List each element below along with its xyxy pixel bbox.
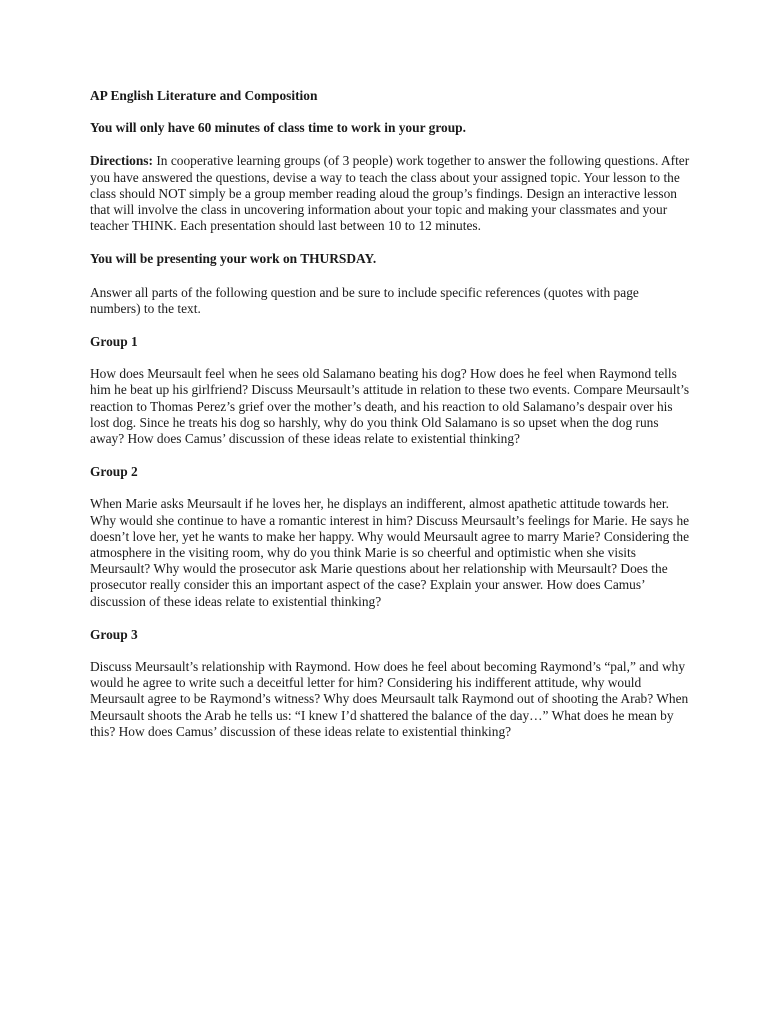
document-title: AP English Literature and Composition bbox=[90, 88, 318, 103]
group-3-heading: Group 3 bbox=[90, 626, 138, 642]
group-1-question: How does Meursault feel when he sees old Salamano beating his dog? How does he feel when Raymond tells him he beat up his girlfriend? Discuss Meursault’s attitude in relation to these two events. Compare Meursault’s reaction to Thomas Perez’s grief over the mother’s death, and his reaction to old Salamano’s despair over his lost dog. Since he treats his dog so harshly, why do you think Old Salamano is so upset when the dog runs away? How does Camus’ discussion of these ideas relate to existential thinking? bbox=[90, 366, 690, 447]
directions-paragraph bbox=[90, 153, 690, 234]
group-3-question: Discuss Meursault’s relationship with Raymond. How does he feel about becoming Raymond’s “pal,” and why would he agree to write such a deceitful letter for him? Considering his indifferent attitude, why would Meursault agree to be Raymond’s witness? Why does Meursault talk Raymond out of shooting the Arab? When Meursault shoots the Arab he tells us: “I knew I’d shattered the balance of the day…” What does he mean by this? How does Camus’ discussion of these ideas relate to existential thinking? bbox=[90, 659, 689, 739]
directions-text: In cooperative learning groups (of 3 people) work together to answer the following questions. After you have answered the questions, devise a way to teach the class about your assigned topic. Your lesson to the class should NOT simply be a group member reading aloud the group’s findings. Design an interactive lesson that will involve the class in uncovering information about your topic and making your classmates and your teacher THINK. Each presentation should last between 10 to 12 minutes. bbox=[90, 153, 690, 234]
presenting-notice: You will be presenting your work on THURSDAY. bbox=[90, 251, 377, 267]
group-2-heading: Group 2 bbox=[90, 464, 138, 480]
instructions-paragraph: Answer all parts of the following question and be sure to include specific references (quotes with page numbers) to the text. bbox=[90, 284, 639, 316]
group-2-question: When Marie asks Meursault if he loves her, he displays an indifferent, almost apathetic attitude towards her. Why would she continue to have a romantic interest in him? Discuss Meursault’s feelings for Marie. He says he doesn’t love her, yet he wants to make her happy. Why would Meursault agree to marry Marie? Considering the atmosphere in the visiting room, why do you think Marie is so cheerful and optimistic when she visits Meursault? Why would the prosecutor ask Marie questions about her relationship with Meursault? Does the prosecutor really consider this an important aspect of the case? Explain your answer. How does Camus’ discussion of these ideas relate to existential thinking? bbox=[90, 496, 690, 609]
group-1-heading: Group 1 bbox=[90, 334, 138, 350]
directions-label: Directions: bbox=[90, 153, 153, 169]
time-notice: You will only have 60 minutes of class time to work in your group. bbox=[90, 120, 466, 136]
document-page bbox=[90, 88, 690, 757]
